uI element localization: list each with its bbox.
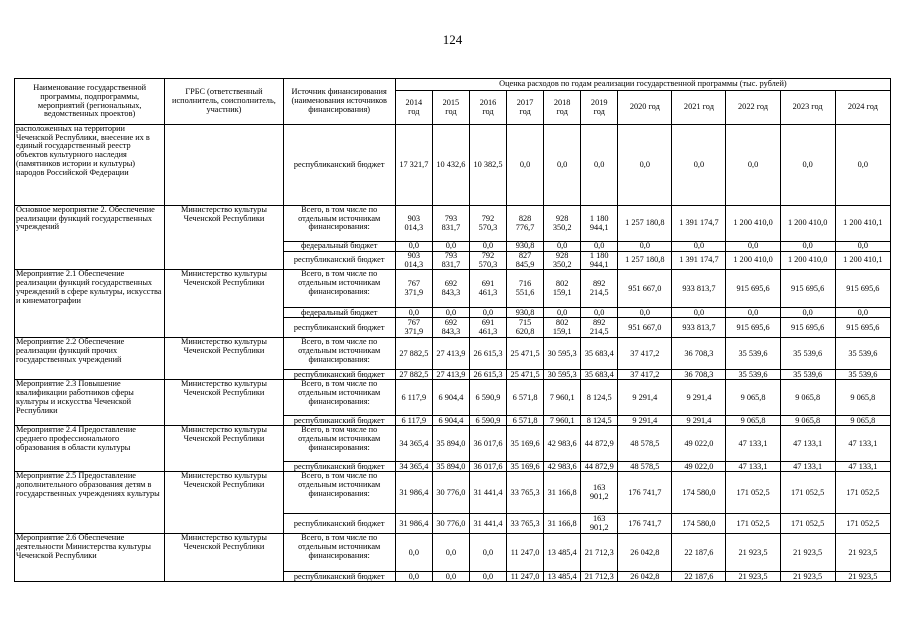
- value-cell: 930,8: [507, 242, 544, 252]
- header-year: 2018 год: [544, 91, 581, 125]
- value-cell: 6 904,4: [432, 380, 469, 416]
- value-cell: 35 683,4: [581, 338, 618, 370]
- value-cell: 0,0: [780, 125, 835, 206]
- value-cell: 8 124,5: [581, 380, 618, 416]
- value-cell: 6 590,9: [469, 380, 506, 416]
- row-source: Всего, в том числе по отдельным источникам финансирования:: [283, 380, 395, 416]
- value-cell: 21 923,5: [726, 534, 780, 572]
- measure-name: Мероприятие 2.2 Обеспечение реализации функций прочих государственных учреждений: [15, 338, 165, 380]
- value-cell: 47 133,1: [726, 462, 780, 472]
- value-cell: 691 461,3: [469, 270, 506, 308]
- row-source: республиканский бюджет: [283, 514, 395, 534]
- table-row: [15, 125, 891, 206]
- value-cell: 21 923,5: [726, 572, 780, 582]
- value-cell: 933 813,7: [672, 318, 726, 338]
- value-cell: 915 695,6: [780, 270, 835, 308]
- value-cell: 9 065,8: [726, 416, 780, 426]
- value-cell: 47 133,1: [835, 426, 890, 462]
- value-cell: 0,0: [726, 242, 780, 252]
- value-cell: 6 117,9: [395, 416, 432, 426]
- value-cell: 827 845,9: [507, 252, 544, 270]
- header-year: 2016 год: [469, 91, 506, 125]
- value-cell: 47 133,1: [726, 426, 780, 462]
- value-cell: 0,0: [432, 308, 469, 318]
- value-cell: 792 570,3: [469, 252, 506, 270]
- value-cell: 27 413,9: [432, 338, 469, 370]
- value-cell: 11 247,0: [507, 572, 544, 582]
- value-cell: 30 595,3: [544, 370, 581, 380]
- measure-name: Мероприятие 2.5 Предоставление дополнительного образования детям в государственных учреждениях культуры: [15, 472, 165, 534]
- value-cell: 171 052,5: [835, 514, 890, 534]
- value-cell: 171 052,5: [726, 472, 780, 514]
- value-cell: 26 042,8: [618, 534, 672, 572]
- value-cell: 22 187,6: [672, 534, 726, 572]
- value-cell: 36 017,6: [469, 462, 506, 472]
- value-cell: 0,0: [618, 242, 672, 252]
- value-cell: 0,0: [395, 308, 432, 318]
- value-cell: 951 667,0: [618, 270, 672, 308]
- header-name: Наименование государственной программы, подпрограммы, мероприятий (региональных, ведомственных проектов): [15, 79, 165, 125]
- value-cell: 892 214,5: [581, 270, 618, 308]
- row-source: республиканский бюджет: [283, 125, 395, 206]
- value-cell: 715 620,8: [507, 318, 544, 338]
- value-cell: 7 960,1: [544, 416, 581, 426]
- value-cell: 692 843,3: [432, 318, 469, 338]
- value-cell: 30 776,0: [432, 514, 469, 534]
- value-cell: 48 578,5: [618, 426, 672, 462]
- row-source: республиканский бюджет: [283, 462, 395, 472]
- value-cell: 37 417,2: [618, 370, 672, 380]
- header-year: 2024 год: [835, 91, 890, 125]
- header-source: Источник финансирования (наименования источников финансирования): [283, 79, 395, 125]
- value-cell: 35 539,6: [726, 370, 780, 380]
- row-source: республиканский бюджет: [283, 416, 395, 426]
- value-cell: 1 200 410,0: [726, 252, 780, 270]
- value-cell: 26 615,3: [469, 338, 506, 370]
- value-cell: 9 291,4: [672, 380, 726, 416]
- measure-grbs: Министерство культуры Чеченской Республики: [165, 534, 283, 582]
- value-cell: 0,0: [672, 242, 726, 252]
- value-cell: 31 986,4: [395, 514, 432, 534]
- value-cell: 0,0: [432, 572, 469, 582]
- value-cell: 0,0: [780, 308, 835, 318]
- value-cell: 25 471,5: [507, 370, 544, 380]
- value-cell: 31 166,8: [544, 472, 581, 514]
- value-cell: 0,0: [835, 242, 890, 252]
- value-cell: 0,0: [835, 308, 890, 318]
- value-cell: 0,0: [395, 534, 432, 572]
- row-source: Всего, в том числе по отдельным источникам финансирования:: [283, 270, 395, 308]
- value-cell: 35 539,6: [835, 338, 890, 370]
- value-cell: 0,0: [395, 572, 432, 582]
- value-cell: 33 765,3: [507, 472, 544, 514]
- row-name: расположенных на территории Чеченской Республики, внесение их в единый государственный реестр объектов культурного наследия (памятников истории и культуры) народов Российской Федерации: [15, 125, 165, 206]
- row-source: республиканский бюджет: [283, 370, 395, 380]
- header-year: 2020 год: [618, 91, 672, 125]
- value-cell: 9 065,8: [835, 416, 890, 426]
- header-year: 2023 год: [780, 91, 835, 125]
- value-cell: 716 551,6: [507, 270, 544, 308]
- value-cell: 892 214,5: [581, 318, 618, 338]
- page-number: 124: [442, 32, 463, 47]
- value-cell: 35 894,0: [432, 426, 469, 462]
- value-cell: 0,0: [780, 242, 835, 252]
- value-cell: 1 180 944,1: [581, 206, 618, 242]
- value-cell: 163 901,2: [581, 472, 618, 514]
- value-cell: 1 200 410,0: [726, 206, 780, 242]
- value-cell: 9 065,8: [780, 380, 835, 416]
- table-row: [15, 426, 891, 462]
- measure-grbs: Министерство культуры Чеченской Республики: [165, 426, 283, 472]
- value-cell: 176 741,7: [618, 472, 672, 514]
- measure-name: Мероприятие 2.4 Предоставление среднего профессионального образования в области культуры: [15, 426, 165, 472]
- value-cell: 33 765,3: [507, 514, 544, 534]
- measure-grbs: Министерство культуры Чеченской Республики: [165, 206, 283, 270]
- value-cell: 802 159,1: [544, 318, 581, 338]
- value-cell: 35 539,6: [726, 338, 780, 370]
- value-cell: 21 712,3: [581, 534, 618, 572]
- value-cell: 49 022,0: [672, 462, 726, 472]
- value-cell: 35 539,6: [780, 338, 835, 370]
- value-cell: 21 923,5: [835, 534, 890, 572]
- table-row: [15, 206, 891, 242]
- value-cell: 35 539,6: [835, 370, 890, 380]
- value-cell: 25 471,5: [507, 338, 544, 370]
- value-cell: 802 159,1: [544, 270, 581, 308]
- value-cell: 37 417,2: [618, 338, 672, 370]
- row-source: Всего, в том числе по отдельным источникам финансирования:: [283, 206, 395, 242]
- value-cell: 1 257 180,8: [618, 252, 672, 270]
- value-cell: 903 014,3: [395, 252, 432, 270]
- value-cell: 26 615,3: [469, 370, 506, 380]
- value-cell: 17 321,7: [395, 125, 432, 206]
- value-cell: 1 257 180,8: [618, 206, 672, 242]
- value-cell: 171 052,5: [780, 472, 835, 514]
- measure-name: Мероприятие 2.1 Обеспечение реализации функций государственных учреждений в сфере культуры, искусства и кинематографии: [15, 270, 165, 338]
- budget-table: [14, 78, 891, 582]
- value-cell: 31 986,4: [395, 472, 432, 514]
- value-cell: 176 741,7: [618, 514, 672, 534]
- value-cell: 0,0: [432, 242, 469, 252]
- table-row: [15, 270, 891, 308]
- measure-name: Мероприятие 2.6 Обеспечение деятельности Министерства культуры Чеченской Республики: [15, 534, 165, 582]
- value-cell: 10 382,5: [469, 125, 506, 206]
- row-source: республиканский бюджет: [283, 318, 395, 338]
- row-source: Всего, в том числе по отдельным источникам финансирования:: [283, 426, 395, 462]
- value-cell: 30 595,3: [544, 338, 581, 370]
- row-source: федеральный бюджет: [283, 242, 395, 252]
- value-cell: 21 923,5: [835, 572, 890, 582]
- value-cell: 6 571,8: [507, 380, 544, 416]
- value-cell: 31 441,4: [469, 514, 506, 534]
- measure-name: Основное мероприятие 2. Обеспечение реализации функций государственных учреждений: [15, 206, 165, 270]
- value-cell: 27 882,5: [395, 370, 432, 380]
- value-cell: 928 350,2: [544, 206, 581, 242]
- value-cell: 35 169,6: [507, 426, 544, 462]
- value-cell: 171 052,5: [726, 514, 780, 534]
- header-year: 2019 год: [581, 91, 618, 125]
- row-source: республиканский бюджет: [283, 252, 395, 270]
- value-cell: 30 776,0: [432, 472, 469, 514]
- value-cell: 915 695,6: [835, 318, 890, 338]
- value-cell: 0,0: [544, 125, 581, 206]
- value-cell: 21 923,5: [780, 572, 835, 582]
- value-cell: 0,0: [672, 308, 726, 318]
- row-grbs: [165, 125, 283, 206]
- header-year: 2021 год: [672, 91, 726, 125]
- measure-grbs: Министерство культуры Чеченской Республики: [165, 472, 283, 534]
- header-grbs: ГРБС (ответственный исполнитель, соисполнитель, участник): [165, 79, 283, 125]
- value-cell: 44 872,9: [581, 426, 618, 462]
- value-cell: 903 014,3: [395, 206, 432, 242]
- row-source: Всего, в том числе по отдельным источникам финансирования:: [283, 338, 395, 370]
- value-cell: 0,0: [726, 308, 780, 318]
- table-row: [15, 534, 891, 572]
- value-cell: 0,0: [835, 125, 890, 206]
- header-year: 2015 год: [432, 91, 469, 125]
- table-row: [15, 472, 891, 514]
- value-cell: 0,0: [726, 125, 780, 206]
- value-cell: 21 923,5: [780, 534, 835, 572]
- value-cell: 6 571,8: [507, 416, 544, 426]
- value-cell: 0,0: [618, 308, 672, 318]
- value-cell: 0,0: [672, 125, 726, 206]
- value-cell: 928 350,2: [544, 252, 581, 270]
- value-cell: 174 580,0: [672, 514, 726, 534]
- value-cell: 7 960,1: [544, 380, 581, 416]
- value-cell: 9 291,4: [618, 416, 672, 426]
- value-cell: 9 065,8: [835, 380, 890, 416]
- value-cell: 9 065,8: [726, 380, 780, 416]
- value-cell: 793 831,7: [432, 206, 469, 242]
- value-cell: 1 200 410,0: [780, 252, 835, 270]
- value-cell: 1 200 410,1: [835, 206, 890, 242]
- value-cell: 0,0: [507, 125, 544, 206]
- value-cell: 47 133,1: [780, 426, 835, 462]
- value-cell: 163 901,2: [581, 514, 618, 534]
- value-cell: 11 247,0: [507, 534, 544, 572]
- value-cell: 9 291,4: [672, 416, 726, 426]
- value-cell: 0,0: [544, 242, 581, 252]
- value-cell: 9 065,8: [780, 416, 835, 426]
- value-cell: 915 695,6: [780, 318, 835, 338]
- value-cell: 171 052,5: [780, 514, 835, 534]
- value-cell: 36 708,3: [672, 338, 726, 370]
- value-cell: 48 578,5: [618, 462, 672, 472]
- value-cell: 47 133,1: [835, 462, 890, 472]
- value-cell: 31 166,8: [544, 514, 581, 534]
- value-cell: 27 413,9: [432, 370, 469, 380]
- value-cell: 767 371,9: [395, 270, 432, 308]
- value-cell: 35 169,6: [507, 462, 544, 472]
- value-cell: 915 695,6: [726, 318, 780, 338]
- value-cell: 44 872,9: [581, 462, 618, 472]
- value-cell: 915 695,6: [835, 270, 890, 308]
- value-cell: 13 485,4: [544, 572, 581, 582]
- value-cell: 0,0: [544, 308, 581, 318]
- measure-grbs: Министерство культуры Чеченской Республики: [165, 338, 283, 380]
- value-cell: 793 831,7: [432, 252, 469, 270]
- value-cell: 0,0: [469, 572, 506, 582]
- value-cell: 0,0: [581, 125, 618, 206]
- value-cell: 42 983,6: [544, 426, 581, 462]
- value-cell: 35 539,6: [780, 370, 835, 380]
- value-cell: 0,0: [469, 308, 506, 318]
- value-cell: 42 983,6: [544, 462, 581, 472]
- measure-name: Мероприятие 2.3 Повышение квалификации работников сферы культуры и искусства Чеченской Республики: [15, 380, 165, 426]
- row-source: Всего, в том числе по отдельным источникам финансирования:: [283, 534, 395, 572]
- value-cell: 1 391 174,7: [672, 206, 726, 242]
- value-cell: 34 365,4: [395, 462, 432, 472]
- value-cell: 930,8: [507, 308, 544, 318]
- value-cell: 915 695,6: [726, 270, 780, 308]
- value-cell: 47 133,1: [780, 462, 835, 472]
- value-cell: 171 052,5: [835, 472, 890, 514]
- table-row: [15, 338, 891, 370]
- value-cell: 49 022,0: [672, 426, 726, 462]
- value-cell: 8 124,5: [581, 416, 618, 426]
- value-cell: 933 813,7: [672, 270, 726, 308]
- header-year: 2014 год: [395, 91, 432, 125]
- value-cell: 0,0: [432, 534, 469, 572]
- measure-grbs: Министерство культуры Чеченской Республики: [165, 380, 283, 426]
- value-cell: 792 570,3: [469, 206, 506, 242]
- value-cell: 13 485,4: [544, 534, 581, 572]
- value-cell: 767 371,9: [395, 318, 432, 338]
- value-cell: 6 590,9: [469, 416, 506, 426]
- row-source: Всего, в том числе по отдельным источникам финансирования:: [283, 472, 395, 514]
- row-source: федеральный бюджет: [283, 308, 395, 318]
- value-cell: 27 882,5: [395, 338, 432, 370]
- header-year: 2017 год: [507, 91, 544, 125]
- value-cell: 0,0: [395, 242, 432, 252]
- value-cell: 691 461,3: [469, 318, 506, 338]
- value-cell: 22 187,6: [672, 572, 726, 582]
- value-cell: 6 117,9: [395, 380, 432, 416]
- value-cell: 1 200 410,0: [780, 206, 835, 242]
- value-cell: 0,0: [469, 534, 506, 572]
- value-cell: 10 432,6: [432, 125, 469, 206]
- value-cell: 9 291,4: [618, 380, 672, 416]
- value-cell: 174 580,0: [672, 472, 726, 514]
- value-cell: 828 776,7: [507, 206, 544, 242]
- value-cell: 21 712,3: [581, 572, 618, 582]
- value-cell: 0,0: [581, 308, 618, 318]
- value-cell: 951 667,0: [618, 318, 672, 338]
- row-source: республиканский бюджет: [283, 572, 395, 582]
- value-cell: 35 683,4: [581, 370, 618, 380]
- value-cell: 1 200 410,1: [835, 252, 890, 270]
- value-cell: 6 904,4: [432, 416, 469, 426]
- value-cell: 1 391 174,7: [672, 252, 726, 270]
- value-cell: 692 843,3: [432, 270, 469, 308]
- header-estimate: Оценка расходов по годам реализации государственной программы (тыс. рублей): [395, 79, 890, 91]
- value-cell: 31 441,4: [469, 472, 506, 514]
- value-cell: 1 180 944,1: [581, 252, 618, 270]
- value-cell: 0,0: [469, 242, 506, 252]
- value-cell: 36 708,3: [672, 370, 726, 380]
- value-cell: 36 017,6: [469, 426, 506, 462]
- value-cell: 0,0: [618, 125, 672, 206]
- value-cell: 26 042,8: [618, 572, 672, 582]
- value-cell: 35 894,0: [432, 462, 469, 472]
- value-cell: 34 365,4: [395, 426, 432, 462]
- table-row: [15, 380, 891, 416]
- value-cell: 0,0: [581, 242, 618, 252]
- header-year: 2022 год: [726, 91, 780, 125]
- measure-grbs: Министерство культуры Чеченской Республики: [165, 270, 283, 338]
